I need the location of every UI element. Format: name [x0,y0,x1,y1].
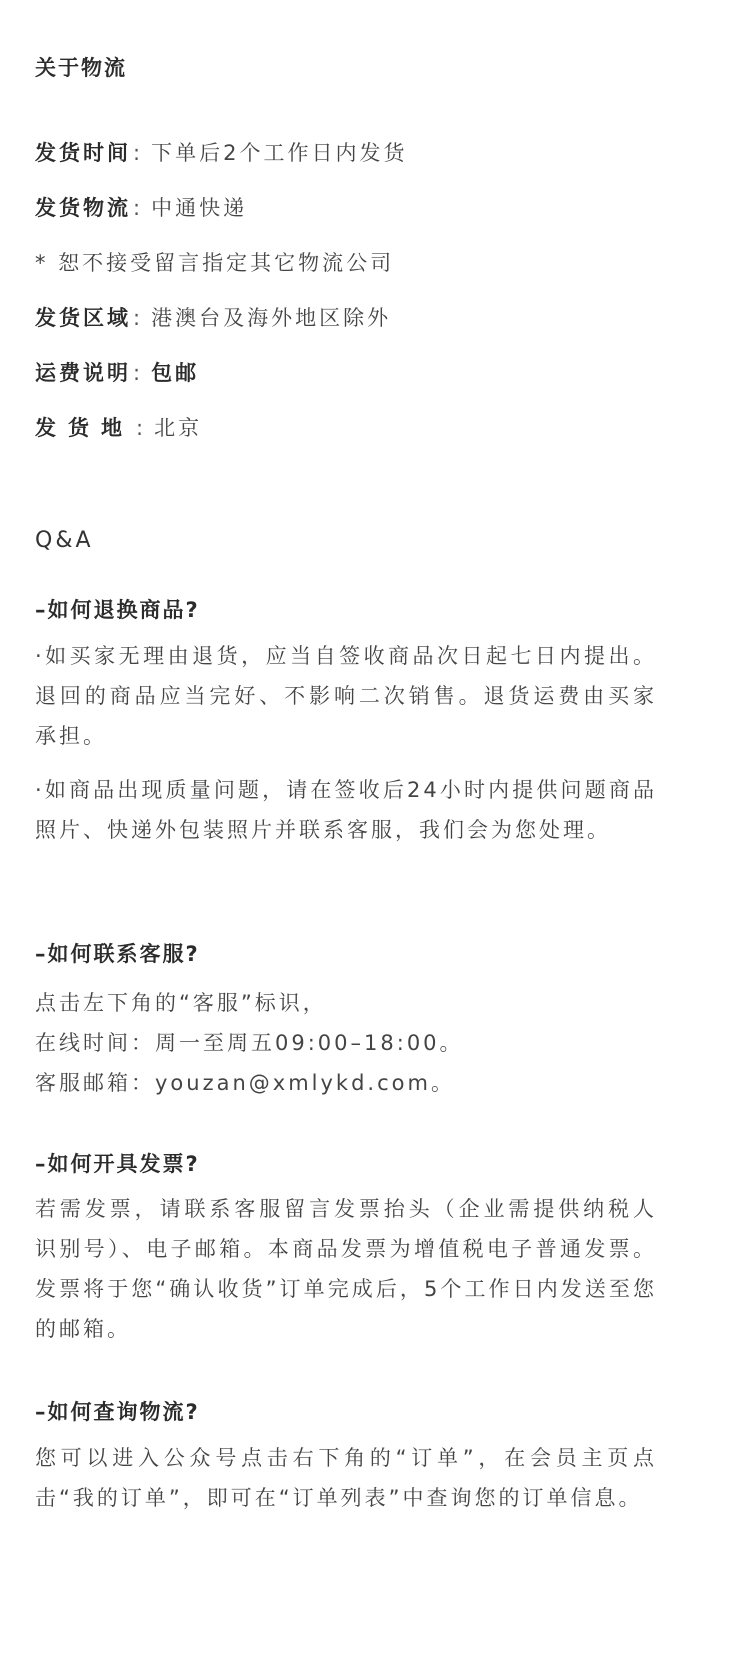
ship-time-label: 发货时间 [35,141,131,165]
contact-line-1: 点击左下角的“客服”标识， [35,991,327,1015]
carrier-note: * 恕不接受留言指定其它物流公司 [35,251,395,275]
shipping-fee-row [35,357,199,387]
ship-time-sep: : [133,141,144,165]
shipping-fee-sep: : [133,361,144,385]
tracking-paragraph: 您可以进入公众号点击右下角的“订单”，在会员主页点击“我的订单”，即可在“订单列表”中查询您的订单信息。 [35,1446,657,1510]
question-invoice: –如何开具发票? [35,1152,200,1176]
question-contact: –如何联系客服? [35,942,200,966]
shipping-fee-value: 包邮 [151,361,200,385]
contact-email: 客服邮箱：youzan@xmlykd.com。 [35,1071,455,1095]
ship-region-value: 港澳台及海外地区除外 [151,306,392,330]
ship-time-value: 下单后2个工作日内发货 [151,141,408,165]
returns-paragraph-2: ·如商品出现质量问题，请在签收后24小时内提供问题商品照片、快递外包装照片并联系客服，我们会为您处理。 [35,778,657,842]
ship-time-row [35,137,407,167]
contact-hours: 在线时间：周一至周五09:00–18:00。 [35,1031,464,1055]
ship-region-label: 发货区域 [35,306,131,330]
invoice-paragraph: 若需发票，请联系客服留言发票抬头（企业需提供纳税人识别号）、电子邮箱。本商品发票为增值税电子普通发票。发票将于您“确认收货”订单完成后，5个工作日内发送至您的邮箱。 [35,1197,657,1341]
ship-origin-value: 北京 [154,416,203,440]
ship-carrier-sep: : [133,196,144,220]
ship-origin-sep: : [136,416,147,440]
question-returns: –如何退换商品? [35,598,200,622]
ship-origin-label: 发货地 [35,416,134,440]
qa-title: Q&A [35,528,94,553]
shipping-fee-label: 运费说明 [35,361,131,385]
ship-origin-row [35,412,202,442]
ship-region-row [35,302,391,332]
ship-carrier-row [35,192,247,222]
ship-region-sep: : [133,306,144,330]
ship-carrier-value: 中通快递 [151,196,248,220]
returns-paragraph-1: ·如买家无理由退货，应当自签收商品次日起七日内提出。退回的商品应当完好、不影响二次销售。退货运费由买家承担。 [35,644,657,748]
question-tracking: –如何查询物流? [35,1400,200,1424]
logistics-title: 关于物流 [35,56,127,80]
ship-carrier-label: 发货物流 [35,196,131,220]
